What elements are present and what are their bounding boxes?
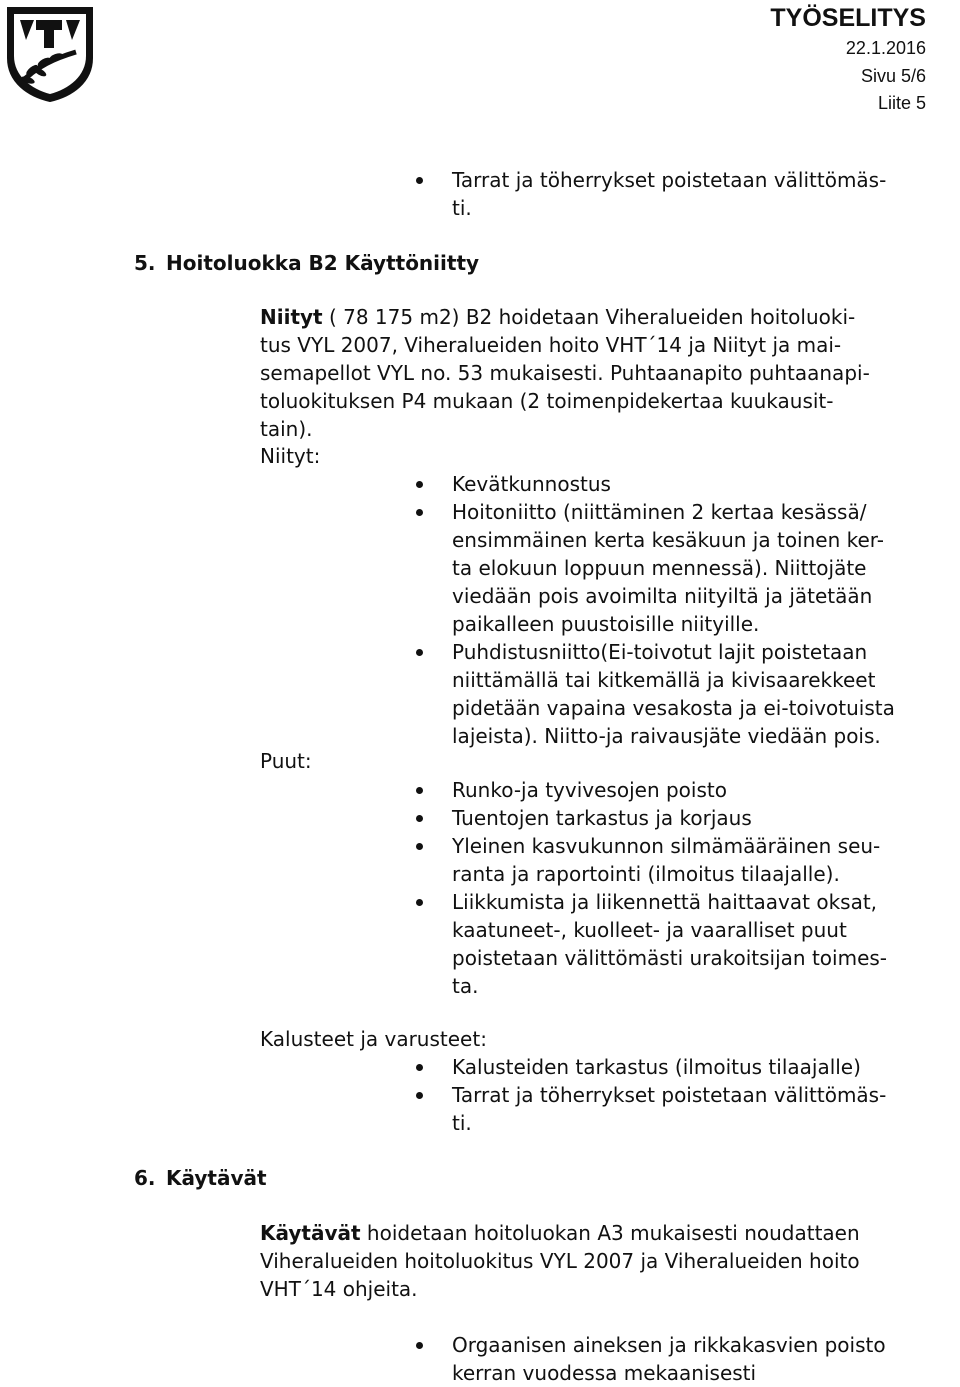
- line: kerran vuodessa mekaanisesti: [452, 1361, 757, 1385]
- line: hoidetaan hoitoluokan A3 mukaisesti noudattaen: [360, 1221, 860, 1245]
- bold-term: Niityt: [260, 305, 323, 329]
- line: Yleinen kasvukunnon silmämääräinen seu-: [452, 834, 881, 858]
- line: semapellot VYL no. 53 mukaisesti. Puhtaanapito puhtaanapi-: [260, 361, 870, 385]
- line: ti.: [452, 1111, 472, 1135]
- line: Tuentojen tarkastus ja korjaus: [452, 806, 752, 830]
- line: kaatuneet-, kuolleet- ja vaaralliset puut: [452, 918, 847, 942]
- bullet-icon: [416, 899, 423, 906]
- section-title: Hoitoluokka B2 Käyttöniitty: [166, 251, 480, 275]
- line: Tarrat ja töherrykset poistetaan välittömäs-: [452, 1083, 887, 1107]
- label-meadows: Niityt:: [260, 444, 321, 468]
- line: VHT´14 ohjeita.: [260, 1277, 418, 1301]
- line: ti.: [452, 196, 472, 220]
- line: Kalusteiden tarkastus (ilmoitus tilaajalle): [452, 1055, 861, 1079]
- line: pidetään vapaina vesakosta ja ei-toivotuista: [452, 696, 895, 720]
- bullet-icon: [416, 509, 423, 516]
- paragraph: [260, 1219, 860, 1303]
- line: ta elokuun loppuun mennessä). Niittojäte: [452, 556, 867, 580]
- label-furniture: Kalusteet ja varusteet:: [260, 1027, 487, 1051]
- line: viedään pois avoimilta niityiltä ja jätetään: [452, 584, 873, 608]
- section-heading: [134, 1164, 267, 1192]
- line: Hoitoniitto (niittäminen 2 kertaa kesässä/: [452, 500, 867, 524]
- section-heading: [134, 249, 479, 277]
- line: toluokituksen P4 mukaan (2 toimenpidekertaa kuukausit-: [260, 389, 834, 413]
- line: tus VYL 2007, Viheralueiden hoito VHT´14 ja Niityt ja mai-: [260, 333, 842, 357]
- section-number: 5.: [134, 251, 156, 275]
- line: Orgaanisen aineksen ja rikkakasvien poisto: [452, 1333, 886, 1357]
- bullet-icon: [416, 1064, 423, 1071]
- section-title: Käytävät: [166, 1166, 267, 1190]
- document-date: 22.1.2016: [845, 38, 926, 58]
- shield-crest-icon: [6, 6, 94, 102]
- bullet-icon: [416, 1092, 423, 1099]
- page-number: Sivu 5/6: [860, 66, 926, 86]
- bullet-icon: [416, 787, 423, 794]
- line: niittämällä tai kitkemällä ja kivisaarekkeet: [452, 668, 876, 692]
- line: Tarrat ja töherrykset poistetaan välittömäs-: [452, 168, 887, 192]
- label-trees: Puut:: [260, 749, 312, 773]
- line: Liikkumista ja liikennettä haittaavat oksat,: [452, 890, 878, 914]
- bullet-icon: [416, 815, 423, 822]
- line: ranta ja raportointi (ilmoitus tilaajalle).: [452, 862, 840, 886]
- line: ensimmäinen kerta kesäkuun ja toinen ker-: [452, 528, 884, 552]
- line: tain).: [260, 417, 313, 441]
- attachment-number: Liite 5: [877, 93, 926, 113]
- bold-term: Käytävät: [260, 1221, 361, 1245]
- line: ta.: [452, 974, 479, 998]
- line: lajeista). Niitto-ja raivausjäte viedään pois.: [452, 724, 881, 748]
- line: Runko-ja tyvivesojen poisto: [452, 778, 727, 802]
- line: ( 78 175 m2) B2 hoidetaan Viheralueiden hoitoluoki-: [322, 305, 856, 329]
- document-title: TYÖSELITYS: [770, 4, 926, 32]
- line: Viheralueiden hoitoluokitus VYL 2007 ja Viheralueiden hoito: [260, 1249, 860, 1273]
- bullet-icon: [416, 649, 423, 656]
- line: poistetaan välittömästi urakoitsijan toimes-: [452, 946, 888, 970]
- bullet-icon: [416, 1342, 423, 1349]
- paragraph: [260, 303, 870, 443]
- line: Puhdistusniitto(Ei-toivotut lajit poistetaan: [452, 640, 868, 664]
- bullet-icon: [416, 481, 423, 488]
- bullet-icon: [416, 177, 423, 184]
- line: Kevätkunnostus: [452, 472, 611, 496]
- section-number: 6.: [134, 1166, 156, 1190]
- line: paikalleen puustoisille niityille.: [452, 612, 760, 636]
- bullet-icon: [416, 843, 423, 850]
